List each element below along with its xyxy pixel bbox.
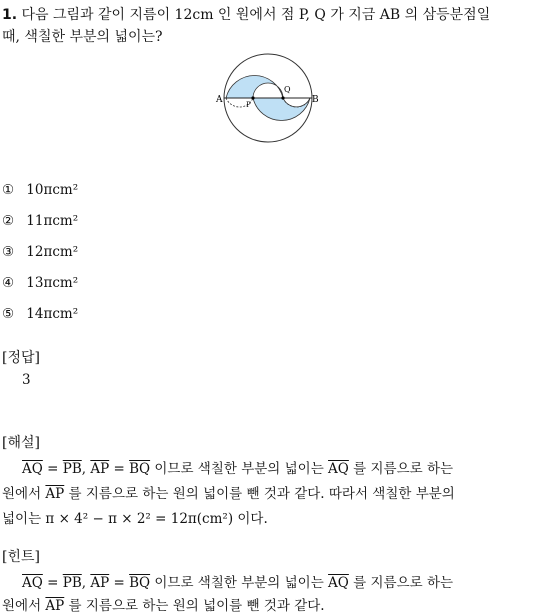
segment-pb: $\overline{PB}$ <box>62 461 82 477</box>
hint-text: 원에서 <box>2 598 46 614</box>
hint-line-2 <box>2 594 325 614</box>
explanation-text: 원에서 <box>2 486 46 502</box>
segment-ap: $\overline{AP}$ <box>45 598 65 614</box>
explanation-line-3: 넓이는 π × 4² − π × 2² = 12π(cm²) 이다. <box>2 511 268 527</box>
hint-heading: [힌트] <box>2 549 40 565</box>
choice-1-value: 10πcm² <box>26 182 79 198</box>
explanation-text: 이므로 색칠한 부분의 넓이는 <box>150 461 329 477</box>
question-line-1 <box>2 4 490 24</box>
explanation-line-1 <box>22 457 453 477</box>
segment-aq: $\overline{AQ}$ <box>22 461 43 477</box>
explanation-line-2 <box>2 482 455 502</box>
explanation-text: 를 지름으로 하는 <box>348 461 454 477</box>
label-p: P <box>246 101 251 109</box>
choice-4[interactable] <box>2 275 78 291</box>
eq-sign: = <box>42 575 63 591</box>
choice-4-mark: ④ <box>2 275 15 291</box>
choice-2-value: 11πcm² <box>26 213 79 229</box>
segment-pb: $\overline{PB}$ <box>62 575 82 591</box>
segment-bq: $\overline{BQ}$ <box>129 575 151 591</box>
hint-text: 이므로 색칠한 부분의 넓이는 <box>150 575 329 591</box>
point-p <box>251 96 254 99</box>
eq-sign: = <box>42 461 63 477</box>
question-text-1: 다음 그림과 같이 지름이 12cm 인 원에서 점 P, Q 가 지금 AB 의 삼등분점일 <box>21 7 491 23</box>
choice-1[interactable] <box>2 182 78 198</box>
answer-heading: [정답] <box>2 350 40 366</box>
choice-3-mark: ③ <box>2 244 15 260</box>
segment-bq: $\overline{BQ}$ <box>129 461 151 477</box>
hint-text: 를 지름으로 하는 <box>348 575 454 591</box>
choice-2[interactable] <box>2 213 78 229</box>
choice-5-value: 14πcm² <box>26 306 79 322</box>
answer-value: 3 <box>22 372 31 388</box>
choice-1-mark: ① <box>2 182 15 198</box>
comma: , <box>81 461 91 477</box>
choice-5-mark: ⑤ <box>2 306 15 322</box>
hint-text: 를 지름으로 하는 원의 넓이를 뺀 것과 같다. <box>64 598 325 614</box>
circle-figure <box>212 52 324 144</box>
label-b: B <box>312 95 319 105</box>
question-number: 1. <box>2 7 18 23</box>
choice-2-mark: ② <box>2 213 15 229</box>
point-q <box>281 96 284 99</box>
comma: , <box>81 575 91 591</box>
segment-ap: $\overline{AP}$ <box>90 575 110 591</box>
explanation-heading: [해설] <box>2 435 40 451</box>
question-line-2 <box>2 26 163 46</box>
eq-sign: = <box>109 575 130 591</box>
hint-line-1 <box>22 571 453 591</box>
segment-ap: $\overline{AP}$ <box>90 461 110 477</box>
choice-5[interactable] <box>2 306 78 322</box>
question-text-2: 때, 색칠한 부분의 넓이는? <box>2 29 163 45</box>
choice-4-value: 13πcm² <box>26 275 79 291</box>
choice-3[interactable] <box>2 244 78 260</box>
choice-3-value: 12πcm² <box>26 244 79 260</box>
label-a: A <box>216 95 223 105</box>
segment-aq: $\overline{AQ}$ <box>22 575 43 591</box>
explanation-text: 를 지름으로 하는 원의 넓이를 뺀 것과 같다. 따라서 색칠한 부분의 <box>64 486 455 502</box>
segment-ap: $\overline{AP}$ <box>45 486 65 502</box>
segment-aq: $\overline{AQ}$ <box>328 461 349 477</box>
segment-aq: $\overline{AQ}$ <box>328 575 349 591</box>
eq-sign: = <box>109 461 130 477</box>
label-q: Q <box>284 85 291 94</box>
